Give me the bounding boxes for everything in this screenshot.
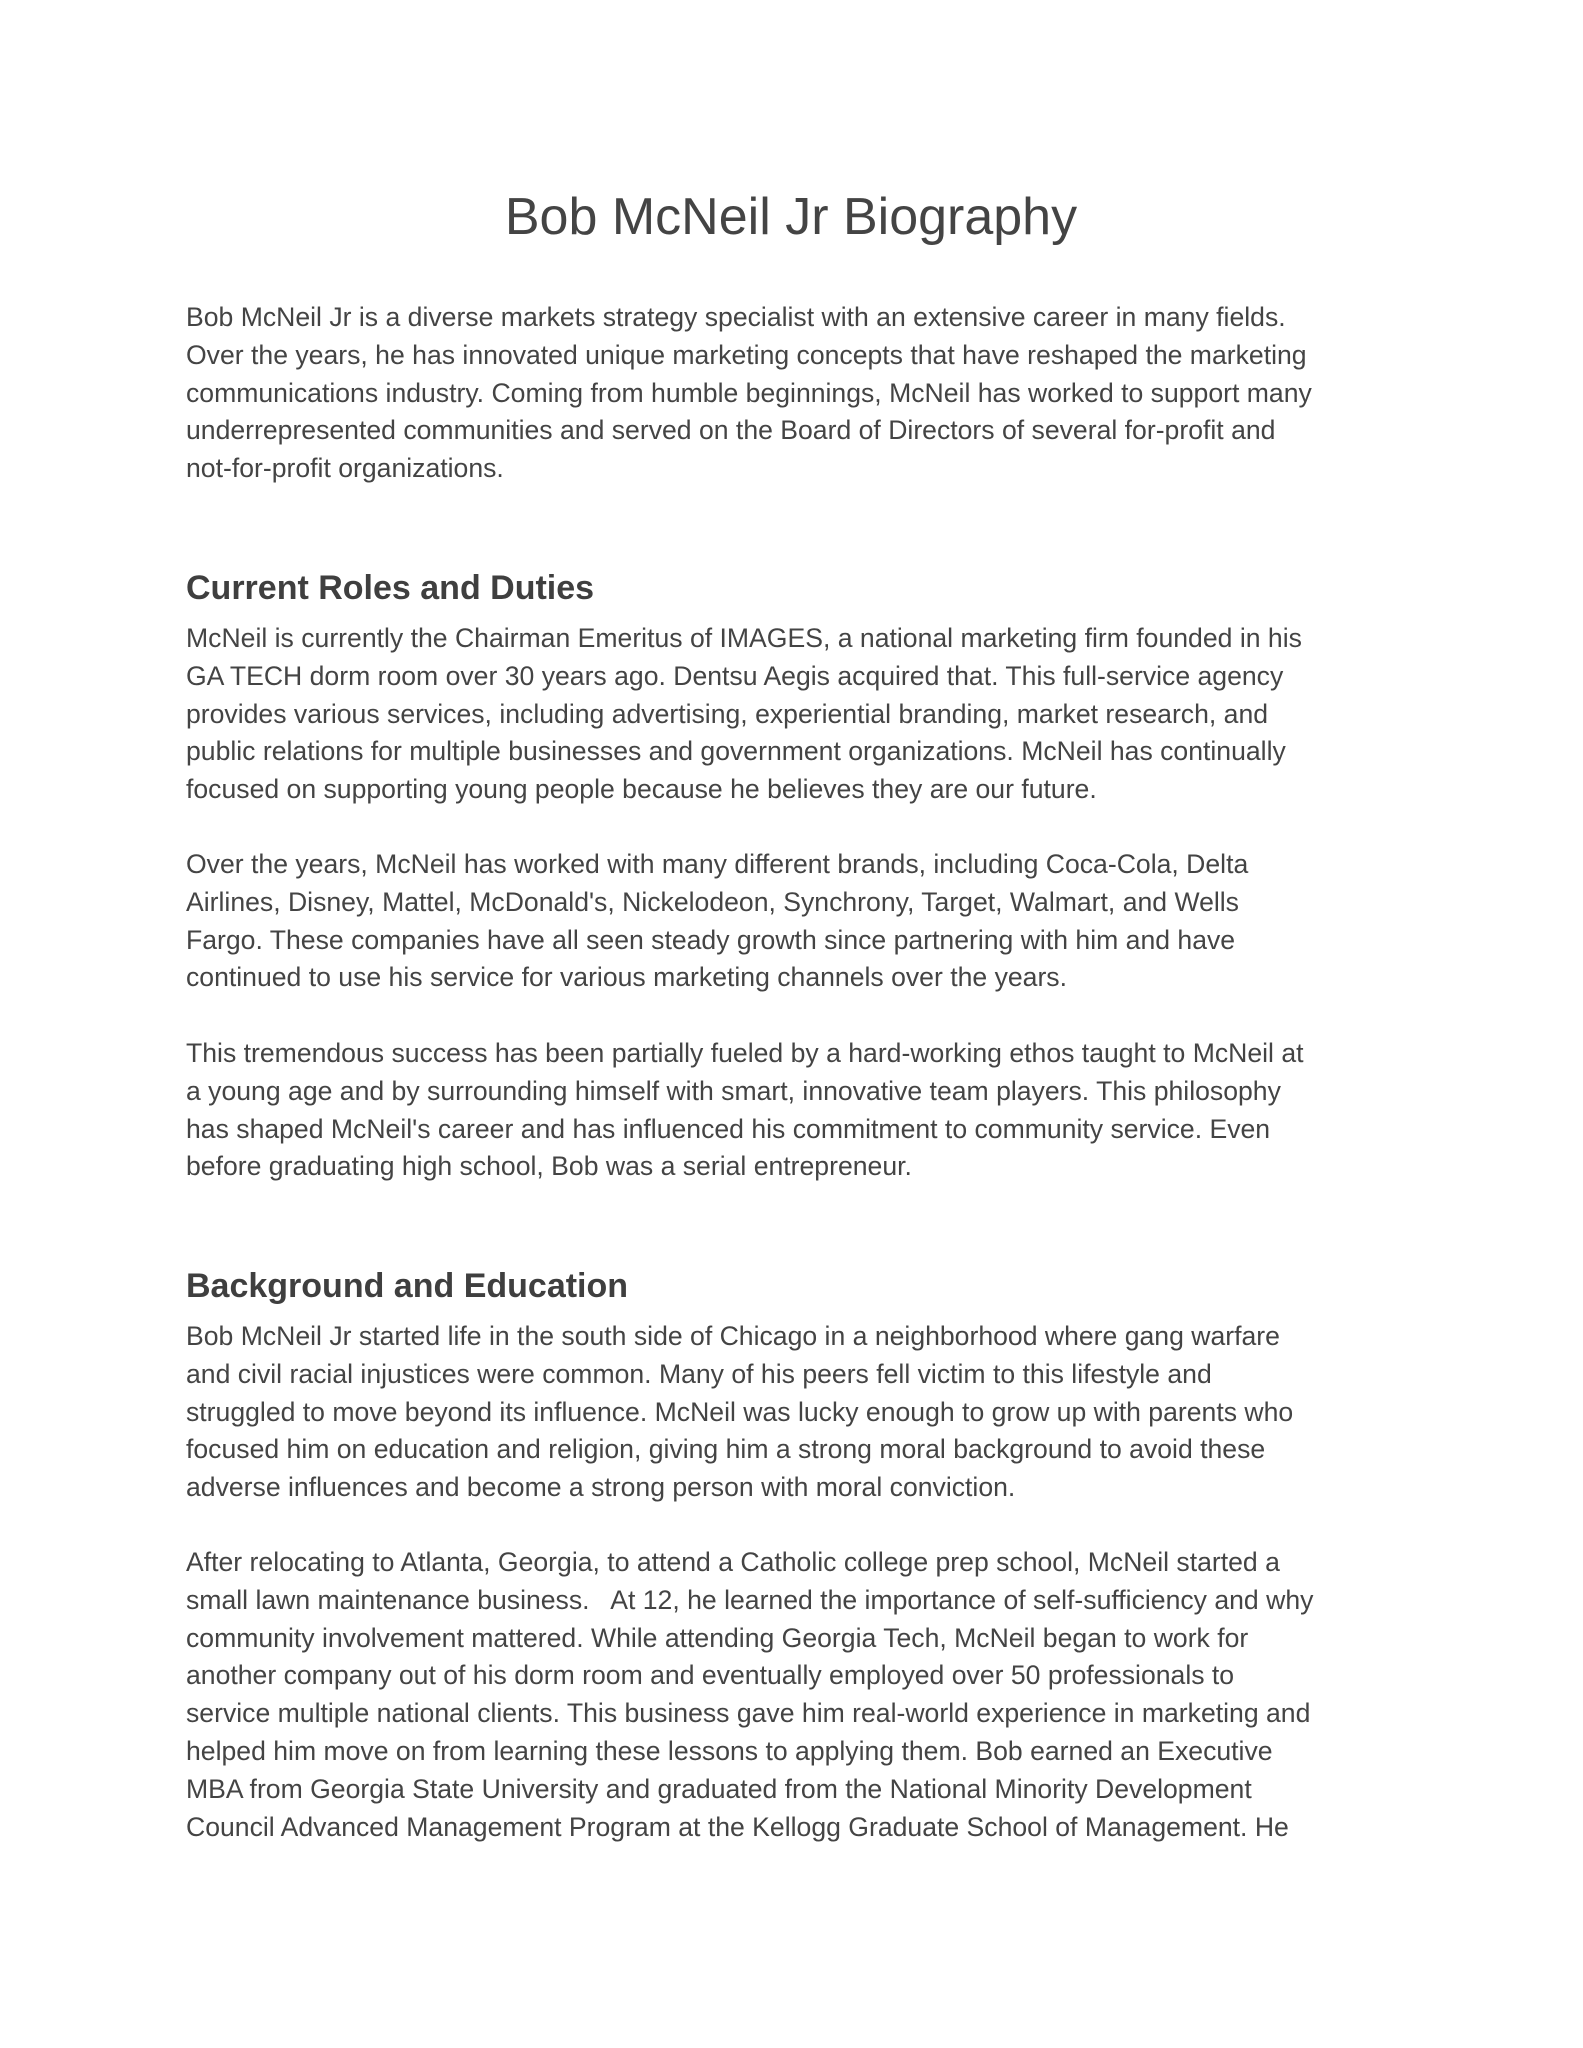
paragraph-block (186, 846, 1248, 997)
text-line: Over the years, McNeil has worked with many different brands, including Coca-Cola, Delta (186, 849, 1249, 879)
text-line: McNeil is currently the Chairman Emeritus of IMAGES, a national marketing firm founded in his (186, 623, 1302, 653)
document-page (186, 0, 1406, 2048)
body-paragraph (186, 1544, 1313, 1846)
paragraph-block (186, 1035, 1304, 1186)
body-paragraph (186, 1035, 1304, 1186)
text-line: service multiple national clients. This business gave him real-world experience in marketing and (186, 1698, 1311, 1729)
text-line: This tremendous success has been partially fueled by a hard-working ethos taught to McNeil at (186, 1038, 1304, 1068)
text-line: has shaped McNeil's career and has influenced his commitment to community service. Even (186, 1113, 1271, 1144)
text-line: communications industry. Coming from humble beginnings, McNeil has worked to support many (186, 377, 1312, 408)
text-line: not-for-profit organizations. (186, 453, 504, 484)
text-line: another company out of his dorm room and eventually employed over 50 professionals to (186, 1660, 1235, 1691)
text-line: public relations for multiple businesses and government organizations. McNeil has continually (186, 736, 1286, 767)
text-line: community involvement mattered. While attending Georgia Tech, McNeil began to work for (186, 1622, 1249, 1653)
text-line: provides various services, including advertising, experiential branding, market research, and (186, 698, 1269, 729)
body-paragraph (186, 846, 1248, 997)
text-line: Council Advanced Management Program at the Kellogg Graduate School of Management. He (186, 1811, 1289, 1842)
section-current-roles (186, 566, 594, 610)
body-paragraph (186, 1318, 1293, 1507)
text-line: GA TECH dorm room over 30 years ago. Dentsu Aegis acquired that. This full-service agency (186, 660, 1284, 691)
section-background-education (186, 1264, 628, 1308)
section-heading: Current Roles and Duties (186, 569, 595, 607)
text-line: Bob McNeil Jr started life in the south side of Chicago in a neighborhood where gang warfare (186, 1321, 1280, 1351)
paragraph-block (186, 1544, 1313, 1846)
text-line: a young age and by surrounding himself with smart, innovative team players. This philosophy (186, 1075, 1281, 1106)
text-line: MBA from Georgia State University and graduated from the National Minority Development (186, 1773, 1252, 1804)
intro-paragraph-block (186, 299, 1312, 488)
text-line: After relocating to Atlanta, Georgia, to attend a Catholic college prep school, McNeil started a (186, 1547, 1280, 1577)
text-line: continued to use his service for various marketing channels over the years. (186, 962, 1067, 993)
text-line: small lawn maintenance business. At 12, he learned the importance of self-sufficiency and why (186, 1584, 1314, 1615)
text-line: Bob McNeil Jr is a diverse markets strategy specialist with an extensive career in many fields. (186, 302, 1286, 332)
paragraph-block (186, 1318, 1293, 1507)
text-line: and civil racial injustices were common. Many of his peers fell victim to this lifestyle and (186, 1358, 1212, 1389)
text-line: Fargo. These companies have all seen steady growth since partnering with him and have (186, 924, 1236, 955)
page-title: Bob McNeil Jr Biography (504, 188, 1078, 246)
text-line: focused him on education and religion, giving him a strong moral background to avoid these (186, 1434, 1266, 1465)
section-heading: Background and Education (186, 1267, 629, 1305)
text-line: before graduating high school, Bob was a serial entrepreneur. (186, 1151, 912, 1182)
text-line: focused on supporting young people because he believes they are our future. (186, 774, 1097, 805)
paragraph-block (186, 620, 1302, 809)
intro-paragraph (186, 299, 1312, 488)
text-line: underrepresented communities and served on the Board of Directors of several for-profit and (186, 415, 1276, 446)
body-paragraph (186, 620, 1302, 809)
text-line: helped him move on from learning these lessons to applying them. Bob earned an Executive (186, 1735, 1273, 1766)
text-line: Airlines, Disney, Mattel, McDonald's, Nickelodeon, Synchrony, Target, Walmart, and Wells (186, 886, 1239, 917)
text-line: adverse influences and become a strong person with moral conviction. (186, 1472, 1016, 1503)
text-line: struggled to move beyond its influence. McNeil was lucky enough to grow up with parents who (186, 1396, 1294, 1427)
text-line: Over the years, he has innovated unique marketing concepts that have reshaped the marketing (186, 339, 1307, 370)
